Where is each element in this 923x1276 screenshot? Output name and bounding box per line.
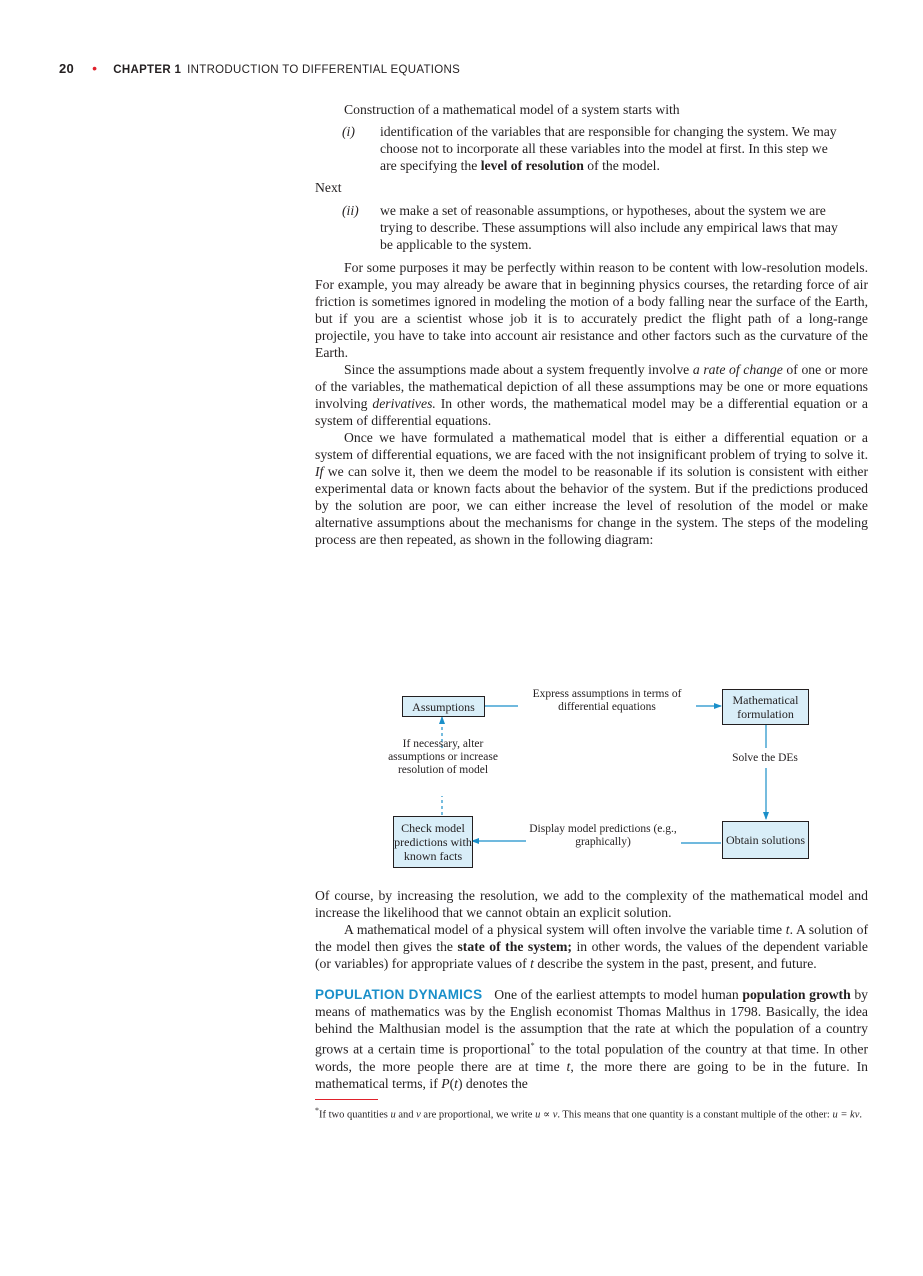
bullet-icon: •: [92, 60, 98, 76]
box-check-model: Check model predictions with known facts: [393, 816, 473, 868]
label-alter-assumptions: If necessary, alter assumptions or increase resolution of model: [388, 738, 498, 776]
footnote-rule: [315, 1099, 378, 1100]
item-number: (ii): [342, 203, 359, 218]
population-dynamics-paragraph: POPULATION DYNAMICS One of the earliest attempts to model human population growth by means of mathematics was by the English economist Thomas Malthus in 1798. Basically, the idea behind the Malthusian model is the assumption that the rate at which the population of a country grows at a certain time is proportional* to the total population of the country at that time. In other words, the more people there are at time t, the more there are going to be in the future. In mathematical terms, if P(t) denotes the: [315, 987, 869, 1091]
footnote: *If two quantities u and v are proportional, we write u ∝ v. This means that one quantity is a constant multiple of the other: u = kv.: [315, 1106, 862, 1121]
chapter-label: CHAPTER 1: [113, 64, 182, 76]
list-item-i: (i) identification of the variables that are responsible for changing the system. We may choose not to incorporate all these variables into the model at first. In this step we are specifying the level of resolution of the model.: [342, 124, 837, 173]
paragraph: Of course, by increasing the resolution, we add to the complexity of the mathematical model and increase the likelihood that we cannot obtain an explicit solution.: [315, 888, 868, 920]
paragraph: A mathematical model of a physical system will often involve the variable time t. A solution of the model then gives the state of the system; in other words, the values of the dependent variable (or variables) for appropriate values of t describe the system in the past, present, and future.: [315, 922, 868, 971]
label-display-predictions: Display model predictions (e.g., graphically): [529, 823, 677, 848]
paragraph: For some purposes it may be perfectly within reason to be content with low-resolution models. For example, you may already be aware that in beginning physics courses, the retarding force of air friction is sometimes ignored in modeling the motion of a body falling near the surface of the Earth, but if you are a scientist whose job it is to accurately predict the flight path of a long-range projectile, you have to take into account air resistance and other factors such as the curvature of the Earth.: [315, 260, 868, 360]
intro-paragraph: Construction of a mathematical model of a system starts with: [344, 102, 680, 117]
page-number: 20: [59, 61, 75, 76]
box-obtain-solutions: Obtain solutions: [722, 821, 809, 859]
box-mathematical-formulation: Mathematical formulation: [722, 689, 809, 725]
list-item-ii: (ii) we make a set of reasonable assumptions, or hypotheses, about the system we are trying to describe. These assumptions will also include any empirical laws that may be applicable to the system.: [342, 203, 838, 252]
modeling-process-diagram: [375, 686, 815, 872]
box-assumptions: Assumptions: [402, 696, 485, 717]
section-heading: POPULATION DYNAMICS: [315, 987, 483, 1002]
text-block-1: [315, 101, 868, 548]
paragraph: Since the assumptions made about a system frequently involve a rate of change of one or more of the variables, the mathematical depiction of all these assumptions may be one or more equations involving derivatives. In other words, the mathematical model may be a differential equation or a system of differential equations.: [315, 362, 868, 428]
text-block-2: [315, 887, 868, 1092]
running-header: [59, 60, 460, 76]
paragraph: Once we have formulated a mathematical model that is either a differential equation or a system of differential equations, we are faced with the not insignificant problem of trying to solve it. If we can solve it, then we deem the model to be reasonable if its solution is consistent with either experimental data or known facts about the behavior of the system. But if the predictions produced by the solution are poor, we can either increase the level of resolution of the model or make alternative assumptions about the mechanisms for change in the system. The steps of the modeling process are then repeated, as shown in the following diagram:: [315, 430, 868, 547]
label-express-assumptions: Express assumptions in terms of differential equations: [532, 688, 682, 713]
label-solve-des: Solve the DEs: [732, 752, 798, 764]
item-number: (i): [342, 124, 355, 139]
chapter-title: INTRODUCTION TO DIFFERENTIAL EQUATIONS: [187, 64, 461, 76]
term-level-of-resolution: level of resolution: [480, 158, 584, 173]
next-label: Next: [315, 180, 342, 195]
